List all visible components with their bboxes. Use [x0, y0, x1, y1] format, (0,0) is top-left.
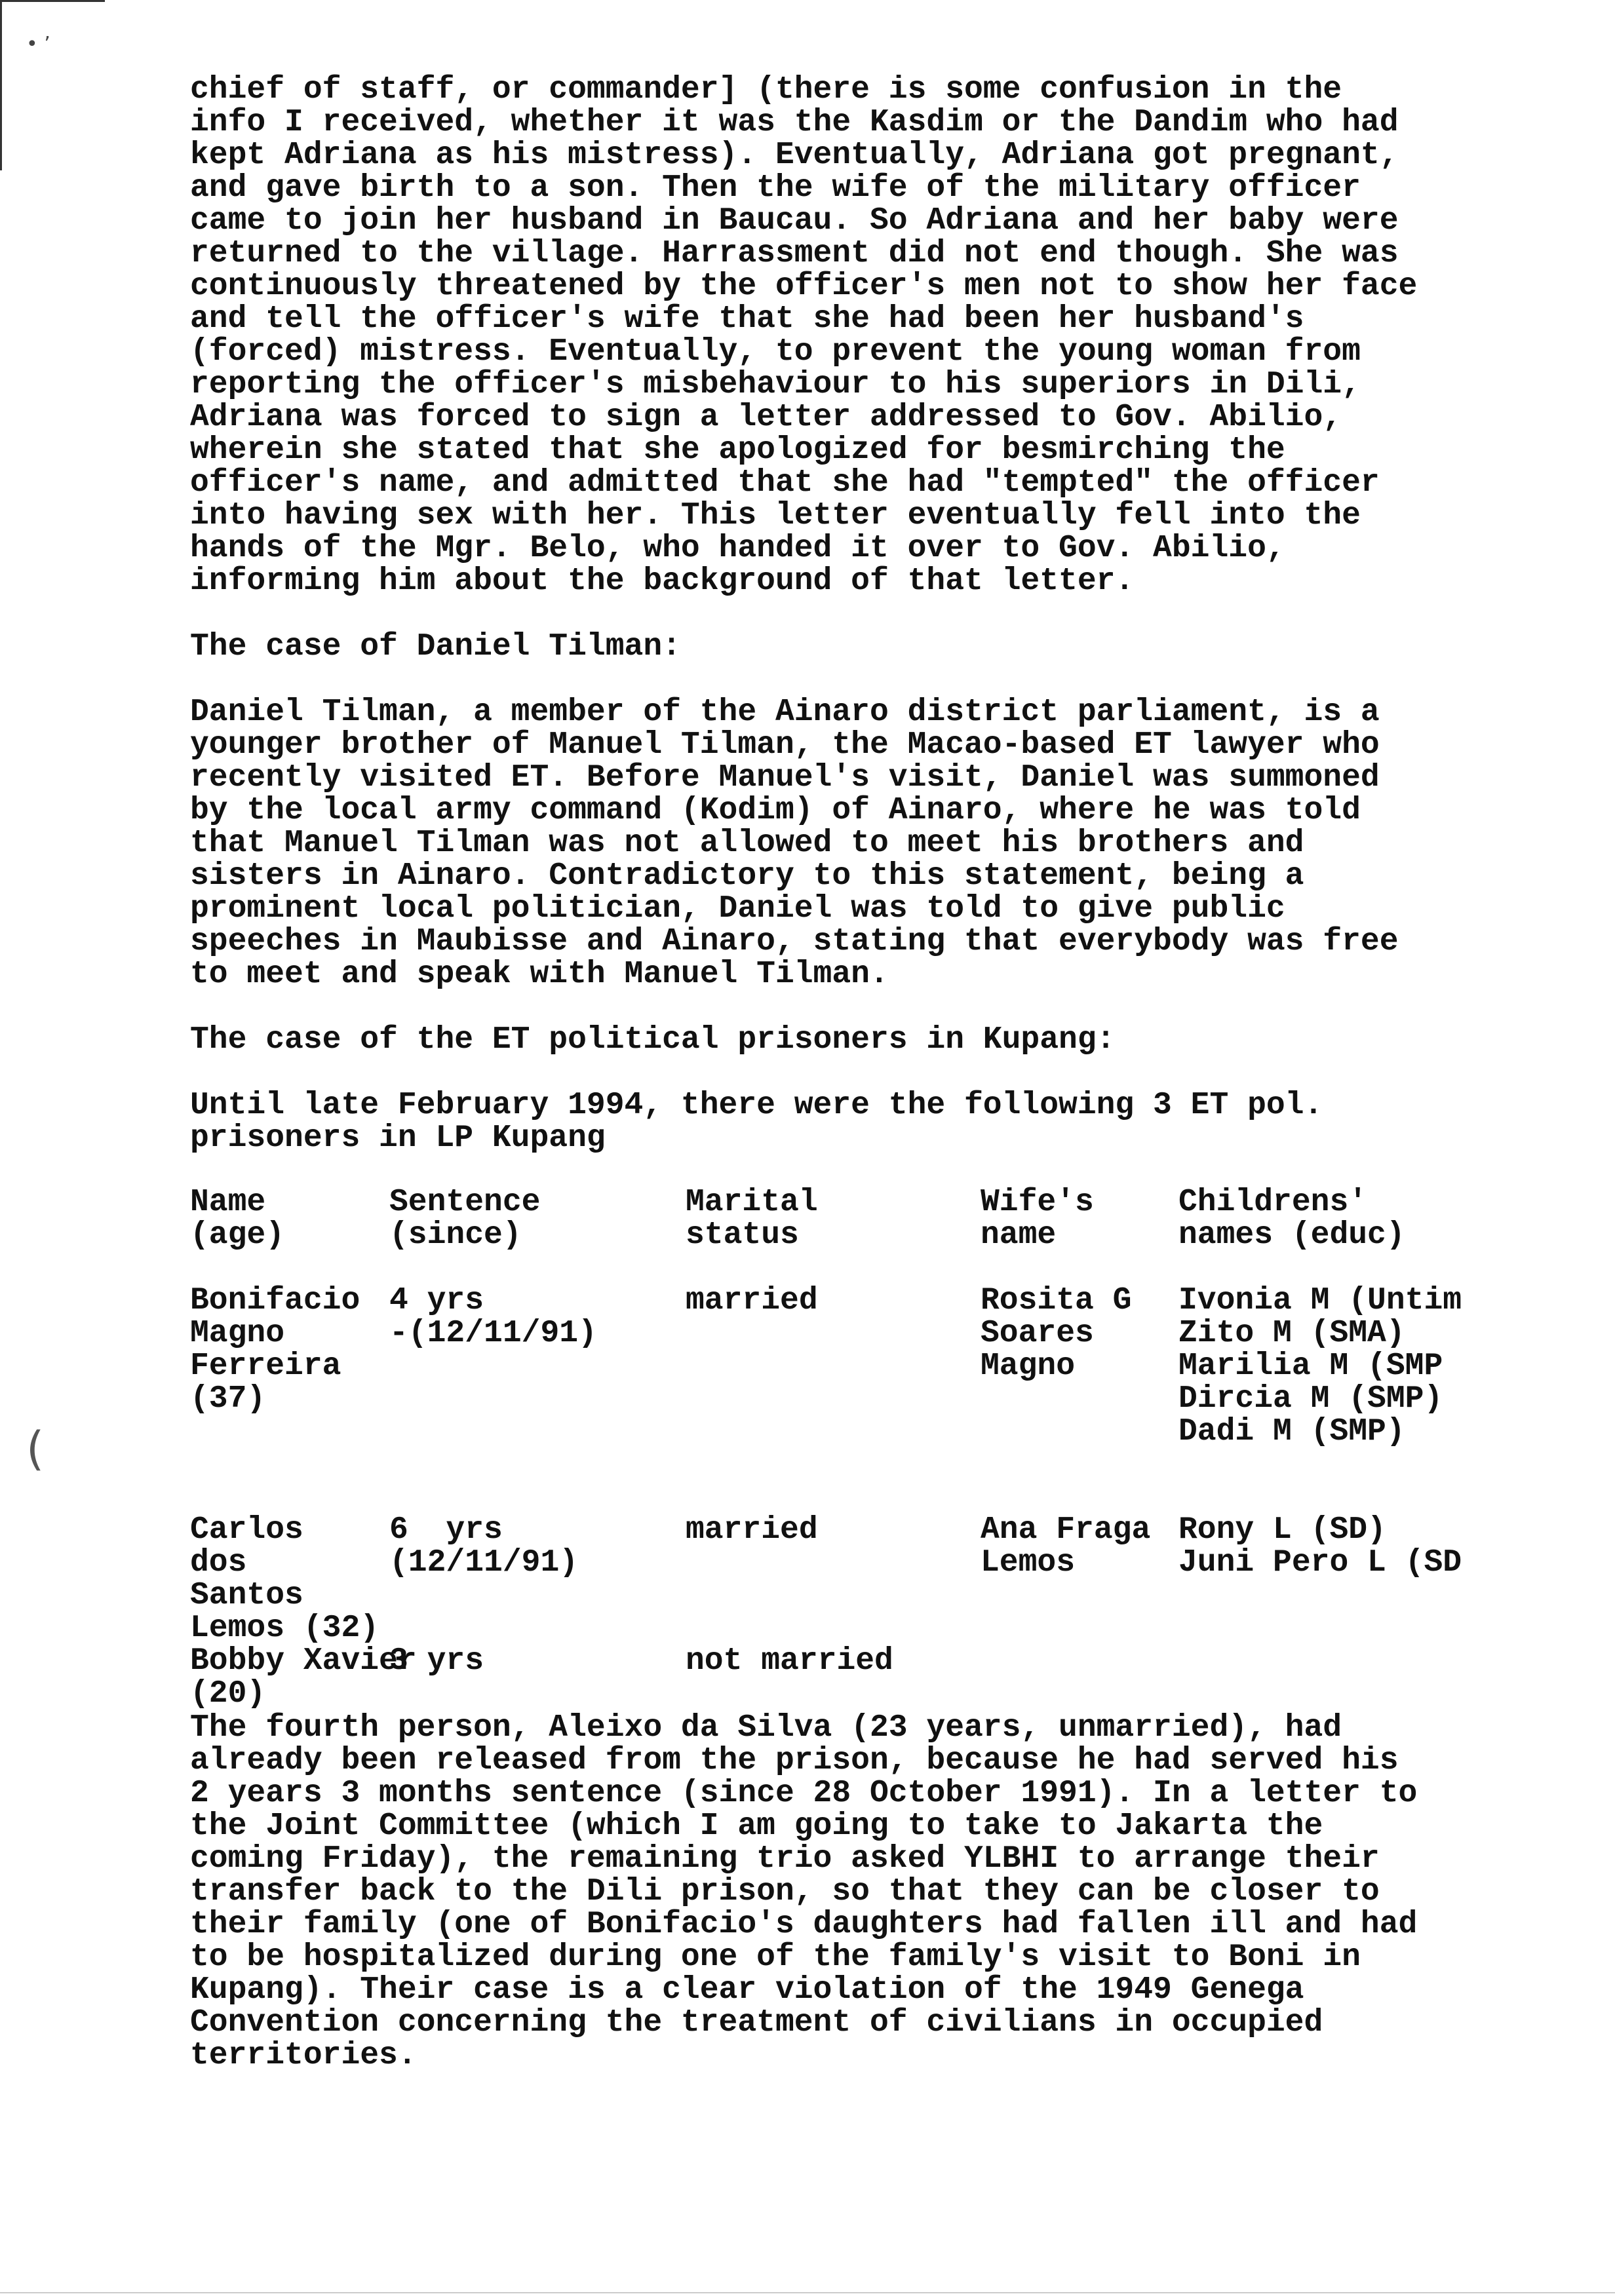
prisoner-table [190, 1186, 1501, 1710]
scan-speck-mark: • ’ [26, 33, 50, 56]
cell-line: Marilia M (SMP [1178, 1349, 1443, 1384]
paragraph-daniel-tilman [190, 696, 1501, 991]
cell-line: (since) [389, 1217, 522, 1253]
cell-line: -(12/11/91) [389, 1316, 597, 1351]
paragraph-fourth-person [190, 1712, 1501, 2072]
cell-line: married [686, 1512, 818, 1548]
cell-line: status [686, 1217, 799, 1253]
table-row [190, 1514, 1501, 1645]
table-cell-children [1178, 1514, 1462, 1579]
table-cell-name [190, 1645, 417, 1710]
cell-line: Rony L (SD) [1178, 1512, 1386, 1548]
cell-line: Lemos (32) [190, 1611, 379, 1646]
cell-line: Juni Pero L (SD [1178, 1545, 1462, 1580]
text-line: 2 years 3 months sentence (since 28 October 1991). In a letter to [190, 1776, 1418, 1811]
text-line: already been released from the prison, because he had served his [190, 1743, 1399, 1778]
text-line: territories. [190, 2038, 417, 2073]
text-line: to be hospitalized during one of the family's visit to Boni in [190, 1940, 1361, 1975]
scan-edge-top [0, 0, 105, 2]
cell-line: (20) [190, 1676, 266, 1712]
cell-line: 3 yrs [389, 1643, 484, 1679]
margin-curve-mark: ( [26, 1422, 45, 1476]
table-cell-marital [686, 1284, 818, 1317]
cell-line: Carlos [190, 1512, 303, 1548]
text-line: officer's name, and admitted that she had "tempted" the officer [190, 465, 1380, 501]
text-line: prisoners in LP Kupang [190, 1120, 606, 1156]
table-header-cell [389, 1186, 540, 1252]
cell-line: Bobby Xavier [190, 1643, 417, 1679]
paragraph-kupang-intro [190, 1089, 1501, 1155]
cell-line: Childrens' [1178, 1185, 1368, 1220]
heading-kupang-prisoners: The case of the ET political prisoners in Kupang: [190, 1022, 1116, 1058]
text-line: sisters in Ainaro. Contradictory to this statement, being a [190, 858, 1304, 894]
cell-line: Zito M (SMA) [1178, 1316, 1405, 1351]
text-line: Daniel Tilman, a member of the Ainaro district parliament, is a [190, 695, 1380, 730]
table-cell-sentence [389, 1514, 578, 1579]
text-line: into having sex with her. This letter eventually fell into the [190, 498, 1361, 533]
text-line: (forced) mistress. Eventually, to prevent the young woman from [190, 334, 1361, 370]
table-cell-wife [981, 1514, 1150, 1579]
text-line: continuously threatened by the officer's men not to show her face [190, 269, 1418, 304]
text-line: came to join her husband in Baucau. So Adriana and her baby were [190, 203, 1399, 239]
text-line: younger brother of Manuel Tilman, the Macao-based ET lawyer who [190, 727, 1380, 763]
cell-line: Dadi M (SMP) [1178, 1414, 1405, 1449]
cell-line: Ivonia M (Untim [1178, 1283, 1462, 1318]
text-line: recently visited ET. Before Manuel's visit, Daniel was summoned [190, 760, 1380, 795]
table-cell-marital [686, 1514, 818, 1546]
heading-daniel-tilman: The case of Daniel Tilman: [190, 629, 681, 664]
table-row [190, 1284, 1501, 1448]
cell-line: Marital [686, 1185, 818, 1220]
cell-line: Rosita G [981, 1283, 1132, 1318]
table-header-cell [190, 1186, 284, 1252]
text-line: their family (one of Bonifacio's daughters had fallen ill and had [190, 1907, 1418, 1942]
table-gap [190, 1481, 1501, 1514]
table-cell-name [190, 1284, 360, 1415]
cell-line: Soares [981, 1316, 1094, 1351]
cell-line: Name [190, 1185, 266, 1220]
text-line: returned to the village. Harrassment did not end though. She was [190, 236, 1399, 271]
paragraph-adriana-case [190, 73, 1501, 598]
cell-line: not married [686, 1643, 893, 1679]
cell-line: Bonifacio [190, 1283, 360, 1318]
text-line: Until late February 1994, there were the following 3 ET pol. [190, 1088, 1323, 1123]
scan-edge-left [0, 0, 2, 170]
cell-line: Santos [190, 1578, 303, 1613]
text-line: transfer back to the Dili prison, so that they can be closer to [190, 1874, 1380, 1909]
text-line: chief of staff, or commander] (there is some confusion in the [190, 72, 1342, 107]
text-line: info I received, whether it was the Kasdim or the Dandim who had [190, 105, 1399, 140]
table-cell-children [1178, 1284, 1462, 1448]
text-line: wherein she stated that she apologized for besmirching the [190, 432, 1285, 468]
table-cell-name [190, 1514, 379, 1645]
cell-line: 6 yrs [389, 1512, 503, 1548]
text-line: reporting the officer's misbehaviour to his superiors in Dili, [190, 367, 1361, 402]
table-cell-sentence [389, 1284, 597, 1350]
text-line: kept Adriana as his mistress). Eventually, Adriana got pregnant, [190, 138, 1399, 173]
table-header-cell [1178, 1186, 1405, 1252]
cell-line: 4 yrs [389, 1283, 484, 1318]
table-cell-wife [981, 1284, 1131, 1383]
text-line: informing him about the background of that letter. [190, 564, 1135, 599]
text-line: Kupang). Their case is a clear violation of the 1949 Genega [190, 1972, 1304, 2008]
text-line: hands of the Mgr. Belo, who handed it over to Gov. Abilio, [190, 531, 1285, 566]
cell-line: Sentence [389, 1185, 541, 1220]
text-line: The fourth person, Aleixo da Silva (23 years, unmarried), had [190, 1710, 1342, 1746]
text-line: prominent local politician, Daniel was told to give public [190, 891, 1285, 927]
table-header-cell [981, 1186, 1094, 1252]
text-line: Adriana was forced to sign a letter addressed to Gov. Abilio, [190, 400, 1342, 435]
text-line: speeches in Maubisse and Ainaro, stating that everybody was free [190, 924, 1399, 959]
table-header-row [190, 1186, 1501, 1252]
cell-line: Magno [981, 1349, 1076, 1384]
text-line: to meet and speak with Manuel Tilman. [190, 957, 889, 992]
table-cell-marital [686, 1645, 893, 1677]
cell-line: Lemos [981, 1545, 1076, 1580]
table-gap [190, 1448, 1501, 1481]
cell-line: names (educ) [1178, 1217, 1405, 1253]
table-gap [190, 1252, 1501, 1284]
cell-line: Magno [190, 1316, 285, 1351]
text-line: the Joint Committee (which I am going to take to Jakarta the [190, 1808, 1323, 1844]
text-line: that Manuel Tilman was not allowed to meet his brothers and [190, 826, 1304, 861]
cell-line: dos [190, 1545, 247, 1580]
cell-line: Wife's [981, 1185, 1094, 1220]
cell-line: Ana Fraga [981, 1512, 1151, 1548]
table-row [190, 1645, 1501, 1710]
cell-line: Dircia M (SMP) [1178, 1381, 1443, 1417]
cell-line: (37) [190, 1381, 266, 1417]
text-line: Convention concerning the treatment of civilians in occupied [190, 2005, 1323, 2040]
table-header-cell [686, 1186, 818, 1252]
cell-line: name [981, 1217, 1057, 1253]
text-line: and gave birth to a son. Then the wife of the military officer [190, 170, 1361, 206]
cell-line: (12/11/91) [389, 1545, 579, 1580]
text-line: and tell the officer's wife that she had been her husband's [190, 301, 1304, 337]
cell-line: married [686, 1283, 818, 1318]
cell-line: Ferreira [190, 1349, 341, 1384]
text-line: by the local army command (Kodim) of Ainaro, where he was told [190, 793, 1361, 828]
table-cell-sentence [389, 1645, 484, 1677]
scan-edge-bottom [0, 2292, 1615, 2293]
text-line: coming Friday), the remaining trio asked YLBHI to arrange their [190, 1841, 1380, 1877]
cell-line: (age) [190, 1217, 285, 1253]
